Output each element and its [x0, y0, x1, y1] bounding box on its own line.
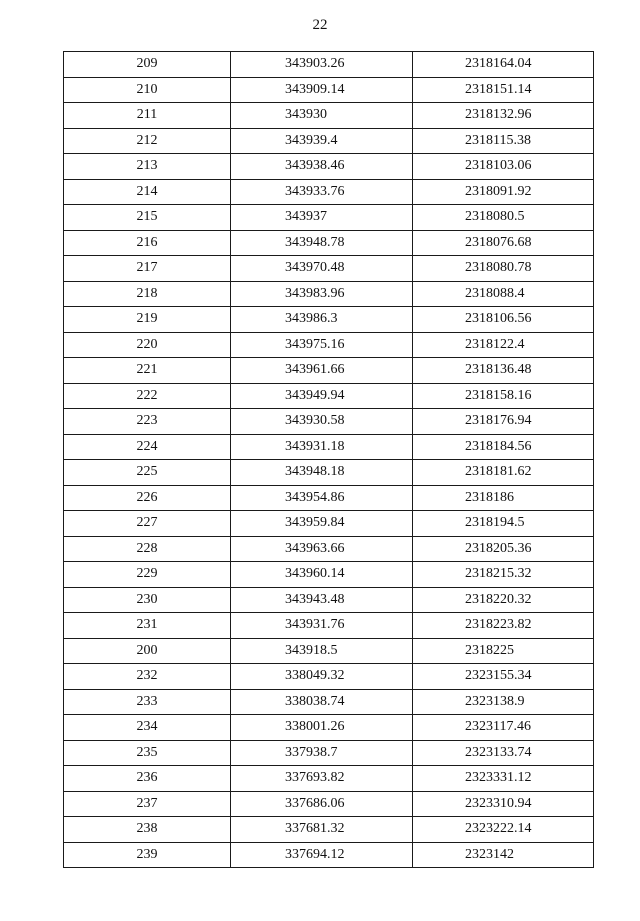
x-coordinate-cell: 343948.18	[231, 460, 413, 486]
point-number-cell: 230	[64, 587, 231, 613]
table-row	[64, 536, 594, 562]
table-row	[64, 409, 594, 435]
table-row	[64, 103, 594, 129]
x-coordinate-cell: 343937	[231, 205, 413, 231]
y-coordinate-cell: 2323142	[413, 842, 594, 868]
table-row	[64, 485, 594, 511]
y-coordinate-cell: 2318225	[413, 638, 594, 664]
table-row	[64, 638, 594, 664]
point-number-cell: 224	[64, 434, 231, 460]
y-coordinate-cell: 2318132.96	[413, 103, 594, 129]
table-row	[64, 689, 594, 715]
point-number-cell: 200	[64, 638, 231, 664]
point-number-cell: 223	[64, 409, 231, 435]
x-coordinate-cell: 337694.12	[231, 842, 413, 868]
point-number-cell: 221	[64, 358, 231, 384]
point-number-cell: 217	[64, 256, 231, 282]
x-coordinate-cell: 337686.06	[231, 791, 413, 817]
table-row	[64, 434, 594, 460]
point-number-cell: 229	[64, 562, 231, 588]
x-coordinate-cell: 343938.46	[231, 154, 413, 180]
x-coordinate-cell: 343909.14	[231, 77, 413, 103]
coordinate-table	[63, 51, 594, 868]
y-coordinate-cell: 2318080.78	[413, 256, 594, 282]
y-coordinate-cell: 2318106.56	[413, 307, 594, 333]
table-row	[64, 77, 594, 103]
y-coordinate-cell: 2318220.32	[413, 587, 594, 613]
point-number-cell: 235	[64, 740, 231, 766]
x-coordinate-cell: 338001.26	[231, 715, 413, 741]
x-coordinate-cell: 343960.14	[231, 562, 413, 588]
x-coordinate-cell: 337938.7	[231, 740, 413, 766]
y-coordinate-cell: 2323331.12	[413, 766, 594, 792]
x-coordinate-cell: 337681.32	[231, 817, 413, 843]
point-number-cell: 225	[64, 460, 231, 486]
y-coordinate-cell: 2323117.46	[413, 715, 594, 741]
x-coordinate-cell: 343933.76	[231, 179, 413, 205]
x-coordinate-cell: 343954.86	[231, 485, 413, 511]
x-coordinate-cell: 343931.76	[231, 613, 413, 639]
x-coordinate-cell: 343959.84	[231, 511, 413, 537]
point-number-cell: 222	[64, 383, 231, 409]
point-number-cell: 234	[64, 715, 231, 741]
point-number-cell: 211	[64, 103, 231, 129]
table-row	[64, 230, 594, 256]
table-row	[64, 664, 594, 690]
point-number-cell: 227	[64, 511, 231, 537]
point-number-cell: 238	[64, 817, 231, 843]
point-number-cell: 231	[64, 613, 231, 639]
y-coordinate-cell: 2318164.04	[413, 52, 594, 78]
y-coordinate-cell: 2323155.34	[413, 664, 594, 690]
x-coordinate-cell: 338049.32	[231, 664, 413, 690]
y-coordinate-cell: 2318103.06	[413, 154, 594, 180]
x-coordinate-cell: 343949.94	[231, 383, 413, 409]
x-coordinate-cell: 343948.78	[231, 230, 413, 256]
y-coordinate-cell: 2318194.5	[413, 511, 594, 537]
point-number-cell: 210	[64, 77, 231, 103]
y-coordinate-cell: 2318122.4	[413, 332, 594, 358]
point-number-cell: 213	[64, 154, 231, 180]
x-coordinate-cell: 343970.48	[231, 256, 413, 282]
table-row	[64, 791, 594, 817]
y-coordinate-cell: 2318181.62	[413, 460, 594, 486]
y-coordinate-cell: 2318223.82	[413, 613, 594, 639]
y-coordinate-cell: 2318158.16	[413, 383, 594, 409]
table-row	[64, 460, 594, 486]
point-number-cell: 236	[64, 766, 231, 792]
table-row	[64, 307, 594, 333]
page-number: 22	[312, 17, 328, 33]
y-coordinate-cell: 2318184.56	[413, 434, 594, 460]
point-number-cell: 209	[64, 52, 231, 78]
table-row	[64, 817, 594, 843]
x-coordinate-cell: 343943.48	[231, 587, 413, 613]
y-coordinate-cell: 2318115.38	[413, 128, 594, 154]
point-number-cell: 237	[64, 791, 231, 817]
y-coordinate-cell: 2323310.94	[413, 791, 594, 817]
table-row	[64, 256, 594, 282]
table-row	[64, 383, 594, 409]
table-row	[64, 562, 594, 588]
point-number-cell: 214	[64, 179, 231, 205]
point-number-cell: 212	[64, 128, 231, 154]
x-coordinate-cell: 343918.5	[231, 638, 413, 664]
point-number-cell: 239	[64, 842, 231, 868]
table-row	[64, 715, 594, 741]
table-row	[64, 842, 594, 868]
y-coordinate-cell: 2323133.74	[413, 740, 594, 766]
y-coordinate-cell: 2323138.9	[413, 689, 594, 715]
table-row	[64, 511, 594, 537]
point-number-cell: 228	[64, 536, 231, 562]
x-coordinate-cell: 337693.82	[231, 766, 413, 792]
table-row	[64, 205, 594, 231]
coordinate-table-body	[64, 52, 594, 868]
y-coordinate-cell: 2318186	[413, 485, 594, 511]
table-row	[64, 740, 594, 766]
x-coordinate-cell: 343983.96	[231, 281, 413, 307]
x-coordinate-cell: 343986.3	[231, 307, 413, 333]
table-row	[64, 766, 594, 792]
y-coordinate-cell: 2318151.14	[413, 77, 594, 103]
point-number-cell: 215	[64, 205, 231, 231]
x-coordinate-cell: 343930	[231, 103, 413, 129]
y-coordinate-cell: 2318088.4	[413, 281, 594, 307]
y-coordinate-cell: 2318076.68	[413, 230, 594, 256]
x-coordinate-cell: 343939.4	[231, 128, 413, 154]
point-number-cell: 220	[64, 332, 231, 358]
point-number-cell: 216	[64, 230, 231, 256]
y-coordinate-cell: 2318205.36	[413, 536, 594, 562]
point-number-cell: 233	[64, 689, 231, 715]
point-number-cell: 219	[64, 307, 231, 333]
point-number-cell: 226	[64, 485, 231, 511]
y-coordinate-cell: 2318080.5	[413, 205, 594, 231]
table-row	[64, 281, 594, 307]
y-coordinate-cell: 2318215.32	[413, 562, 594, 588]
table-row	[64, 358, 594, 384]
x-coordinate-cell: 343975.16	[231, 332, 413, 358]
table-row	[64, 128, 594, 154]
y-coordinate-cell: 2318136.48	[413, 358, 594, 384]
x-coordinate-cell: 343931.18	[231, 434, 413, 460]
table-row	[64, 52, 594, 78]
table-row	[64, 332, 594, 358]
table-row	[64, 154, 594, 180]
point-number-cell: 218	[64, 281, 231, 307]
x-coordinate-cell: 343961.66	[231, 358, 413, 384]
table-row	[64, 587, 594, 613]
table-row	[64, 613, 594, 639]
x-coordinate-cell: 343903.26	[231, 52, 413, 78]
x-coordinate-cell: 343963.66	[231, 536, 413, 562]
y-coordinate-cell: 2318176.94	[413, 409, 594, 435]
y-coordinate-cell: 2323222.14	[413, 817, 594, 843]
table-row	[64, 179, 594, 205]
x-coordinate-cell: 338038.74	[231, 689, 413, 715]
x-coordinate-cell: 343930.58	[231, 409, 413, 435]
y-coordinate-cell: 2318091.92	[413, 179, 594, 205]
point-number-cell: 232	[64, 664, 231, 690]
